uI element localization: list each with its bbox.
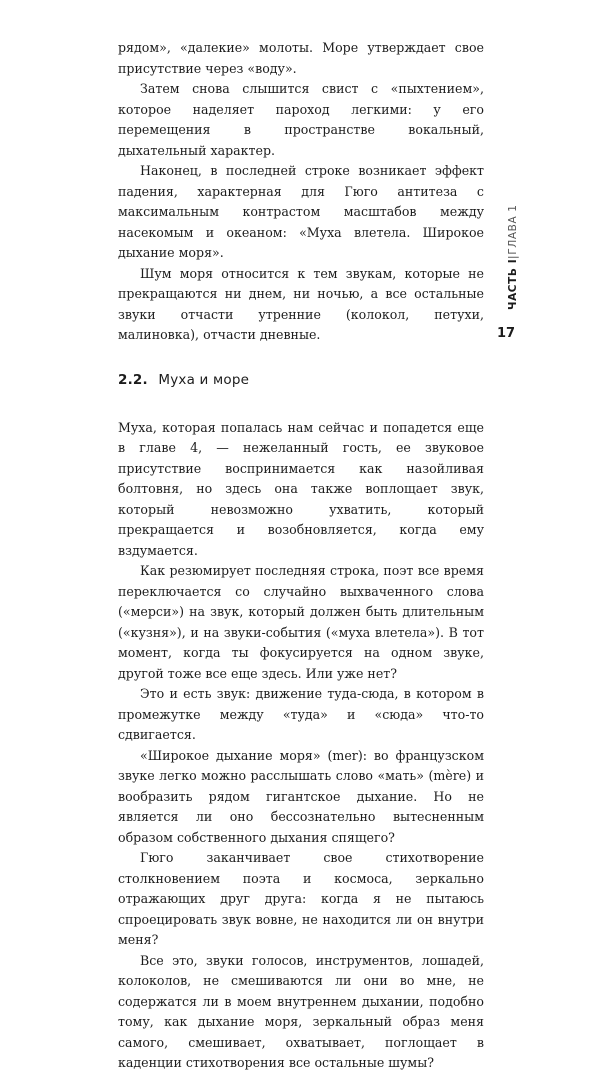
paragraph: рядом», «далекие» молоты. Море утверждает свое присутствие через «воду».: [118, 40, 484, 76]
paragraph: Наконец, в последней строке возникает эффект падения, характерная для Гюго антитеза с максимальным контрастом масштабов между насекомым и океаном: «Муха влетела. Широкое дыхание моря».: [118, 163, 484, 260]
running-head-separator: |: [507, 254, 519, 259]
page-number: 17: [497, 326, 516, 341]
section-heading: [118, 370, 484, 390]
main-text-column: [118, 38, 484, 1074]
running-head-chapter: ГЛАВА 1: [507, 204, 519, 255]
paragraph: Гюго заканчивает свое стихотворение столкновением поэта и космоса, зеркально отражающих друг друга: когда я не пытаюсь спроецировать звук вовне, не находится ли он внутри меня?: [118, 850, 484, 947]
paragraph: Это и есть звук: движение туда-сюда, в котором в промежутке между «туда» и «сюда» что-то сдвигается.: [118, 686, 484, 742]
paragraph: Шум моря относится к тем звукам, которые не прекращаются ни днем, ни ночью, а все остальные звуки отчасти утренние (колокол, петухи, малиновка), отчасти дневные.: [118, 265, 484, 342]
paragraph: Муха, которая попалась нам сейчас и попадется еще в главе 4, — нежеланный гость, ее звуковое присутствие воспринимается как назойливая болтовня, но здесь она также воплощает звук, который невозможно ухватить, который прекращается и возобновляется, когда ему вздумается.: [118, 419, 484, 558]
running-head: [503, 190, 523, 310]
running-head-part: ЧАСТЬ I: [507, 258, 519, 310]
section-number: 2.2.: [118, 371, 148, 388]
paragraph: Затем снова слышится свист с «пыхтением», которое наделяет пароход легкими: у его перемещения в пространстве вокальный, дыхательный характер.: [118, 81, 484, 158]
section-title: Муха и море: [158, 371, 250, 388]
paragraph: Все это, звуки голосов, инструментов, лошадей, колоколов, не смешиваются ли они во мне, не содержатся ли в моем внутреннем дыхании, подобно тому, как дыхание моря, зеркальный образ меня самого, смешивает, охватывает, поглощает в каденции стихотворения все остальные шумы?: [118, 952, 484, 1070]
paragraph: Как резюмирует последняя строка, поэт все время переключается со случайно выхваченного слова («мерси») на звук, который должен быть длительным («кузня»), и на звуки-события («муха влетела»). В тот момент, когда ты фокусируется на одном звуке, другой тоже все еще здесь. Или уже нет?: [118, 563, 484, 681]
paragraph: «Широкое дыхание моря» (mer): во французском звуке легко можно расслышать слово «мать» (mère) и вообразить рядом гигантское дыхание. Но не является ли оно бессознательно вытесненным образом собственного дыхания спящего?: [118, 747, 484, 845]
